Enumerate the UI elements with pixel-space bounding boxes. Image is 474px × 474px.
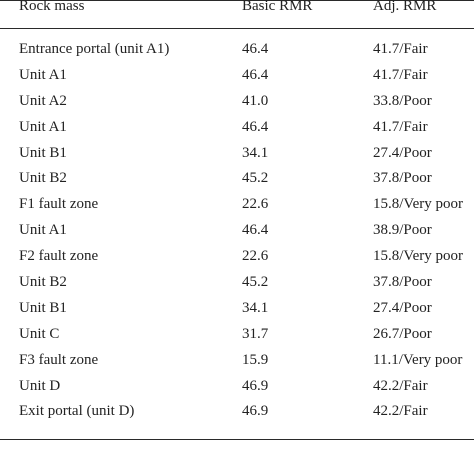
table-row (0, 141, 474, 167)
cell-basic-rmr: 34.1 (242, 299, 269, 316)
cell-rock-mass: Unit A2 (19, 92, 67, 109)
table-header-rule (0, 28, 474, 29)
table-row (0, 218, 474, 244)
cell-rock-mass: Unit B2 (19, 274, 67, 291)
cell-rock-mass: Unit C (19, 325, 60, 342)
cell-adj-rmr: 37.8/Poor (373, 170, 432, 187)
table-row (0, 37, 474, 63)
cell-adj-rmr: 26.7/Poor (373, 325, 432, 342)
cell-adj-rmr: 27.4/Poor (373, 144, 432, 161)
cell-rock-mass: Unit B2 (19, 170, 67, 187)
cell-rock-mass: Exit portal (unit D) (19, 403, 135, 420)
table-body (0, 37, 474, 425)
cell-basic-rmr: 31.7 (242, 325, 269, 342)
table-row (0, 192, 474, 218)
cell-basic-rmr: 46.4 (242, 118, 269, 135)
cell-adj-rmr: 38.9/Poor (373, 222, 432, 239)
cell-adj-rmr: 15.8/Very poor (373, 248, 463, 265)
cell-adj-rmr: 27.4/Poor (373, 299, 432, 316)
cell-adj-rmr: 37.8/Poor (373, 274, 432, 291)
table-bottom-rule (0, 439, 474, 440)
table-row (0, 348, 474, 374)
cell-basic-rmr: 15.9 (242, 351, 269, 368)
cell-rock-mass: Entrance portal (unit A1) (19, 41, 170, 57)
header-adj-rmr: Adj. RMR (373, 0, 437, 14)
cell-rock-mass: F1 fault zone (19, 196, 99, 213)
cell-adj-rmr: 42.2/Fair (373, 403, 428, 420)
table-row (0, 63, 474, 89)
cell-basic-rmr: 45.2 (242, 170, 269, 187)
cell-basic-rmr: 46.9 (242, 403, 269, 420)
cell-rock-mass: F2 fault zone (19, 248, 99, 265)
cell-adj-rmr: 41.7/Fair (373, 66, 428, 83)
cell-rock-mass: Unit A1 (19, 222, 67, 239)
cell-basic-rmr: 22.6 (242, 196, 269, 213)
table-row (0, 399, 474, 425)
cell-adj-rmr: 11.1/Very poor (373, 351, 463, 368)
cell-adj-rmr: 33.8/Poor (373, 92, 432, 109)
cell-basic-rmr: 46.9 (242, 377, 269, 394)
cell-basic-rmr: 34.1 (242, 144, 269, 161)
table-row (0, 322, 474, 348)
cell-basic-rmr: 46.4 (242, 222, 269, 239)
table-row (0, 89, 474, 115)
cell-rock-mass: Unit A1 (19, 66, 67, 83)
table-header (0, 0, 474, 18)
cell-adj-rmr: 41.7/Fair (373, 118, 428, 135)
cell-basic-rmr: 45.2 (242, 274, 269, 291)
cell-rock-mass: F3 fault zone (19, 351, 99, 368)
table-row (0, 374, 474, 400)
cell-basic-rmr: 46.4 (242, 66, 269, 83)
table-row (0, 166, 474, 192)
cell-adj-rmr: 41.7/Fair (373, 41, 428, 57)
table-row (0, 270, 474, 296)
table-row (0, 296, 474, 322)
header-basic-rmr: Basic RMR (242, 0, 313, 14)
cell-rock-mass: Unit B1 (19, 144, 67, 161)
cell-rock-mass: Unit A1 (19, 118, 67, 135)
header-rock-mass: Rock mass (19, 0, 85, 14)
cell-rock-mass: Unit D (19, 377, 61, 394)
cell-adj-rmr: 42.2/Fair (373, 377, 428, 394)
cell-basic-rmr: 22.6 (242, 248, 269, 265)
cell-basic-rmr: 41.0 (242, 92, 269, 109)
cell-adj-rmr: 15.8/Very poor (373, 196, 463, 213)
table-row (0, 244, 474, 270)
cell-basic-rmr: 46.4 (242, 41, 269, 57)
cell-rock-mass: Unit B1 (19, 299, 67, 316)
table-row (0, 115, 474, 141)
